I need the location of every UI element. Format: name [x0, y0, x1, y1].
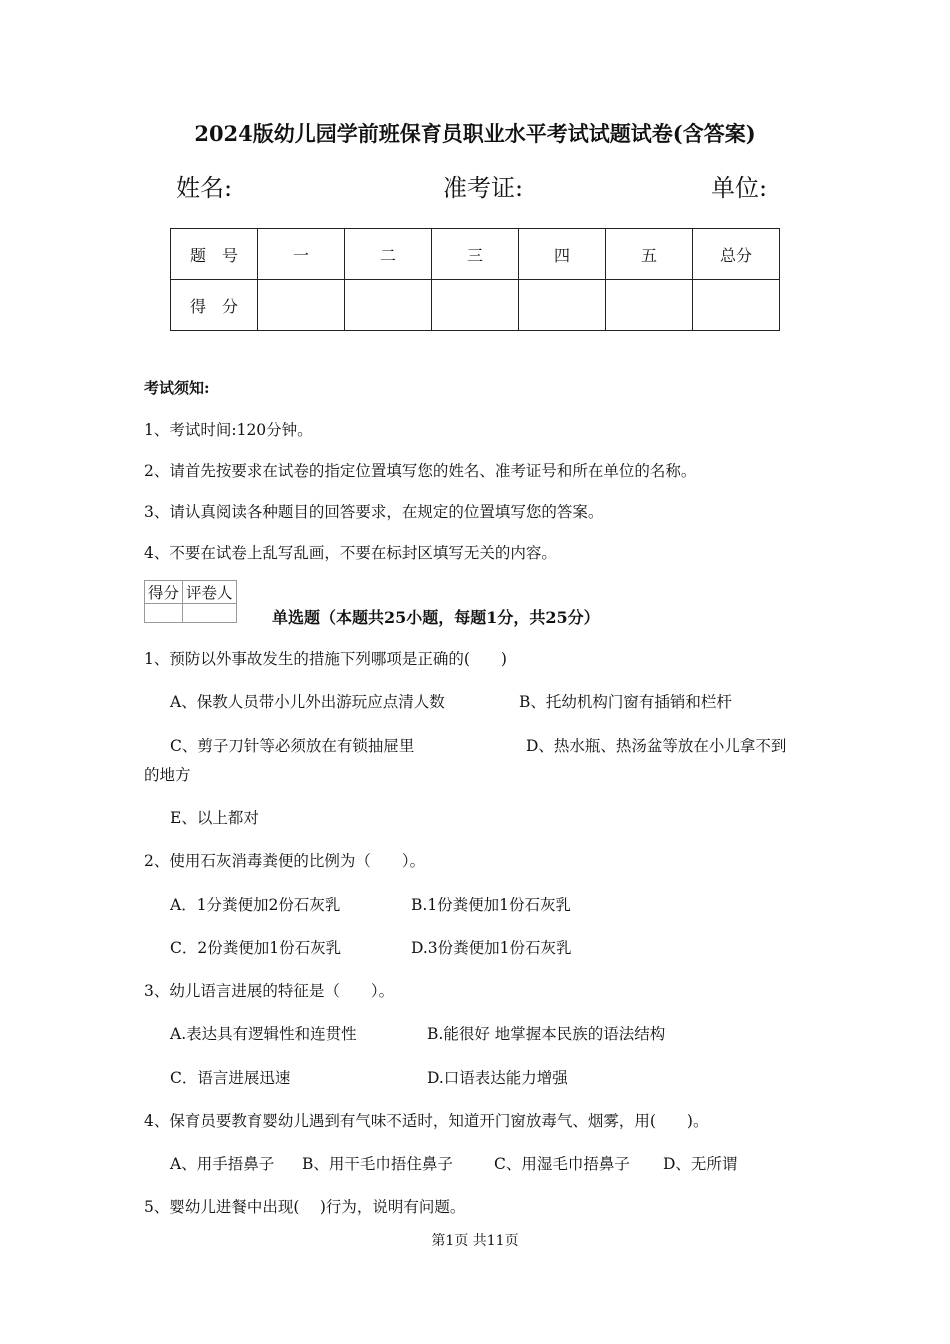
grader-table [144, 580, 237, 623]
score-row-label: 得 分 [171, 280, 258, 331]
question-3-option-b: B.能很好 地掌握本民族的语法结构 [427, 1025, 666, 1043]
header-cell-label: 题 号 [171, 229, 258, 280]
header-cell-5: 五 [606, 229, 693, 280]
score-cell-5[interactable] [606, 280, 693, 331]
header-cell-total: 总分 [693, 229, 780, 280]
question-3-stem: 3、幼儿语言进展的特征是（ ）。 [144, 982, 395, 1000]
score-cell-2[interactable] [345, 280, 432, 331]
question-5-stem: 5、婴幼儿进餐中出现( )行为，说明有问题。 [144, 1198, 466, 1216]
header-cell-1: 一 [258, 229, 345, 280]
question-1-option-e: E、以上都对 [170, 809, 259, 827]
header-cell-2: 二 [345, 229, 432, 280]
grader-score-label: 得分 [145, 581, 183, 604]
score-cell-total[interactable] [693, 280, 780, 331]
name-label: 姓名: [176, 174, 233, 202]
question-4-stem: 4、保育员要教育婴幼儿遇到有气味不适时，知道开门窗放毒气、烟雾，用( )。 [144, 1112, 709, 1130]
notice-item-2: 2、请首先按要求在试卷的指定位置填写您的姓名、准考证号和所在单位的名称。 [144, 462, 697, 480]
score-cell-1[interactable] [258, 280, 345, 331]
score-table [170, 228, 780, 331]
question-1-option-c: C、剪子刀针等必须放在有锁抽屉里 [170, 737, 415, 755]
question-2-option-b: B.1份粪便加1份石灰乳 [411, 896, 572, 914]
notice-item-4: 4、不要在试卷上乱写乱画，不要在标封区填写无关的内容。 [144, 544, 557, 562]
page-title: 2024版幼儿园学前班保育员职业水平考试试题试卷(含答案) [194, 121, 756, 146]
unit-label: 单位: [711, 174, 768, 202]
section-title: 单选题（本题共25小题，每题1分，共25分） [272, 608, 600, 627]
question-2-option-c: C．2份粪便加1份石灰乳 [170, 939, 342, 957]
notice-item-1: 1、考试时间:120分钟。 [144, 421, 313, 439]
question-4-option-b: B、用干毛巾捂住鼻子 [302, 1155, 453, 1173]
question-3-option-c: C．语言进展迅速 [170, 1069, 291, 1087]
grader-name-cell[interactable] [183, 604, 237, 623]
notice-item-3: 3、请认真阅读各种题目的回答要求，在规定的位置填写您的答案。 [144, 503, 604, 521]
question-1-stem: 1、预防以外事故发生的措施下列哪项是正确的( ) [144, 650, 507, 668]
question-3-option-d: D.口语表达能力增强 [427, 1069, 568, 1087]
question-2-option-a: A．1分粪便加2份石灰乳 [170, 896, 341, 914]
notice-title: 考试须知: [144, 379, 210, 397]
score-cell-4[interactable] [519, 280, 606, 331]
grader-name-label: 评卷人 [183, 581, 237, 604]
question-1-option-b: B、托幼机构门窗有插销和栏杆 [519, 693, 732, 711]
question-1-option-d-continued: 的地方 [144, 766, 191, 784]
question-3-option-a: A.表达具有逻辑性和连贯性 [170, 1025, 357, 1043]
exam-id-label: 准考证: [443, 174, 524, 202]
question-2-option-d: D.3份粪便加1份石灰乳 [411, 939, 572, 957]
question-4-option-c: C、用湿毛巾捂鼻子 [494, 1155, 630, 1173]
header-cell-3: 三 [432, 229, 519, 280]
header-cell-4: 四 [519, 229, 606, 280]
page-footer: 第1页 共11页 [431, 1233, 519, 1249]
score-table-score-row [171, 280, 780, 331]
score-cell-3[interactable] [432, 280, 519, 331]
grader-score-cell[interactable] [145, 604, 183, 623]
question-2-stem: 2、使用石灰消毒粪便的比例为（ ）。 [144, 852, 426, 870]
question-4-option-d: D、无所谓 [663, 1155, 738, 1173]
score-table-header-row [171, 229, 780, 280]
question-1-option-a: A、保教人员带小儿外出游玩应点清人数 [170, 693, 445, 711]
question-1-option-d: D、热水瓶、热汤盆等放在小儿拿不到 [526, 737, 787, 755]
question-4-option-a: A、用手捂鼻子 [170, 1155, 275, 1173]
